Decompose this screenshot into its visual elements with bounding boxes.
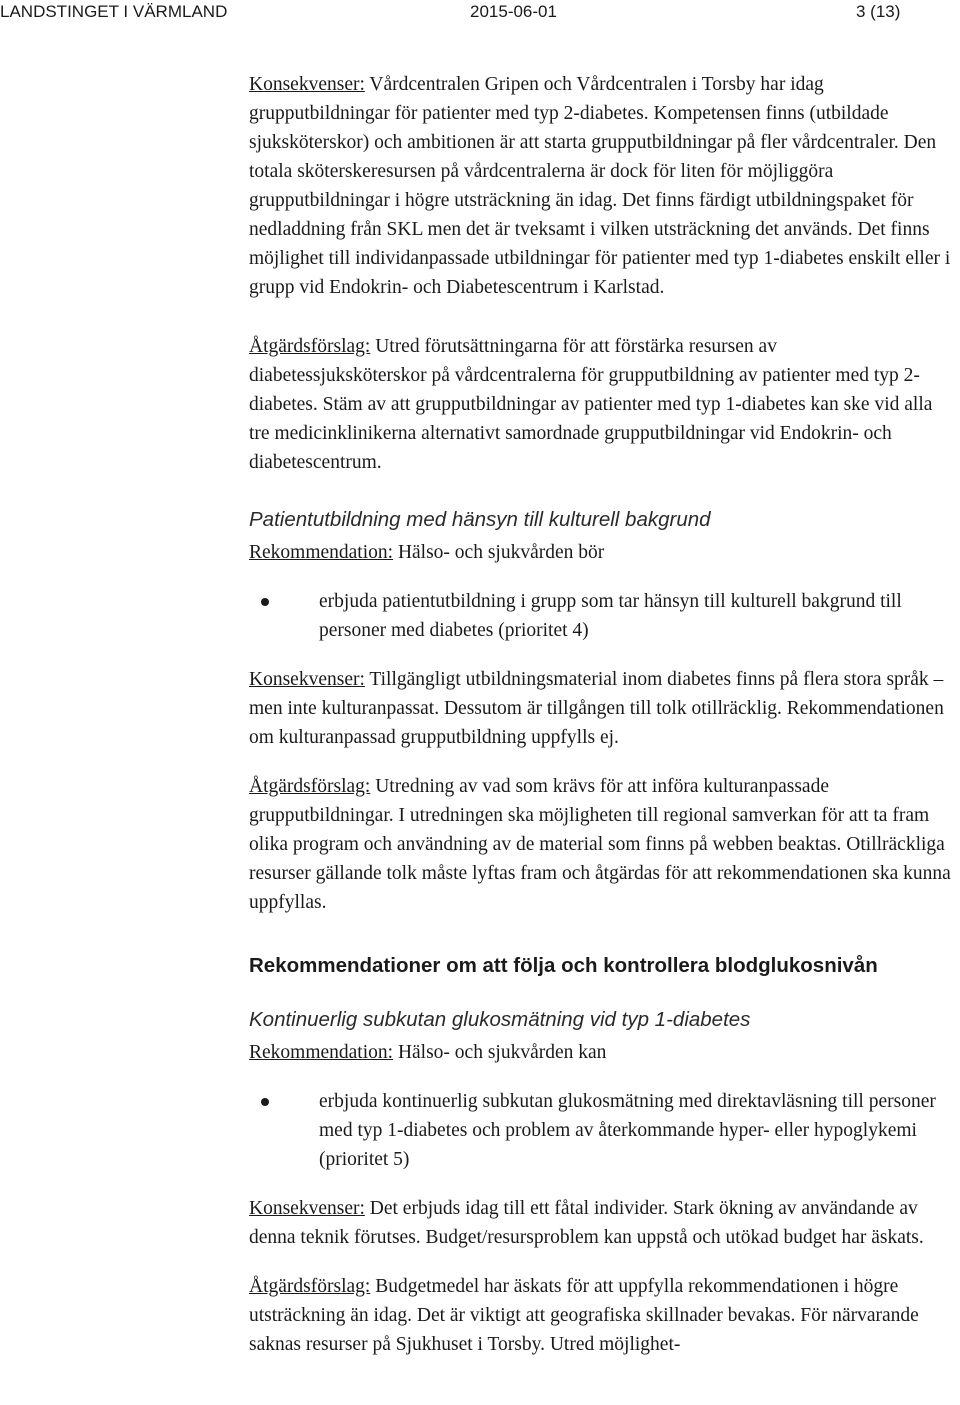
paragraph-label: Konsekvenser:	[249, 74, 365, 95]
section-heading-cultural-background: Patientutbildning med hänsyn till kulturell bakgrund	[249, 508, 711, 531]
header-organization: LANDSTINGET I VÄRMLAND	[0, 2, 228, 21]
paragraph-label: Konsekvenser:	[249, 1198, 365, 1219]
header-date: 2015-06-01	[470, 2, 557, 21]
recommendation-line-1	[249, 538, 953, 567]
header-page-number: 3 (13)	[856, 2, 901, 21]
paragraph-text: Hälso- och sjukvården kan	[393, 1042, 607, 1063]
consequences-paragraph-2	[249, 665, 953, 752]
paragraph-label: Rekommendation:	[249, 1042, 394, 1063]
paragraph-label: Åtgärdsförslag:	[249, 1276, 371, 1297]
paragraph-text: Hälso- och sjukvården bör	[393, 542, 605, 563]
recommendation-bullet-1	[249, 587, 953, 645]
paragraph-text: Vårdcentralen Gripen och Vårdcentralen i Torsby har idag grupputbildningar för patienter med typ 2-diabetes. Kompetensen finns (utbildade sjuksköterskor) och ambitionen är att starta grupputbildningar på fler vårdcentraler. Den totala sköterskeresursen på vårdcentralerna är dock för liten för möjliggöra grupputbildningar i högre utsträckning än idag. Det finns färdigt utbildningspaket för nedladdning från SKL men det är tveksamt i vilken utsträckning det används. Det finns möjlighet till individanpassade utbildningar för patienter med typ 1-diabetes enskilt eller i grupp vid Endokrin- och Diabetescentrum i Karlstad.	[249, 74, 951, 298]
paragraph-label: Åtgärdsförslag:	[249, 776, 371, 797]
page-header	[0, 0, 960, 28]
paragraph-label: Åtgärdsförslag:	[249, 336, 371, 357]
bullet-text: erbjuda kontinuerlig subkutan glukosmätning med direktavläsning till personer med typ 1-diabetes och problem av återkommande hyper- eller hypoglykemi (prioritet 5)	[319, 1091, 936, 1170]
bullet-icon	[261, 1098, 269, 1106]
subsection-heading-cgm: Kontinuerlig subkutan glukosmätning vid typ 1-diabetes	[249, 1008, 751, 1031]
recommendation-bullet-2	[249, 1087, 953, 1174]
bullet-icon	[261, 598, 269, 606]
paragraph-text: Utredning av vad som krävs för att införa kulturanpassade grupputbildningar. I utredningen ska möjligheten till regional samverkan för att ta fram olika program och användning av de material som finns på webben beaktas. Otillräckliga resurser gällande tolk måste lyftas fram och åtgärdas för att rekommendationen ska kunna uppfyllas.	[249, 776, 951, 913]
paragraph-text: Det erbjuds idag till ett fåtal individer. Stark ökning av användande av denna teknik förutses. Budget/resursproblem kan uppstå och utökad budget har äskats.	[249, 1198, 924, 1248]
action-proposal-paragraph-1	[249, 332, 953, 477]
bullet-text: erbjuda patientutbildning i grupp som tar hänsyn till kulturell bakgrund till personer med diabetes (prioritet 4)	[319, 591, 902, 641]
paragraph-text: Utred förutsättningarna för att förstärka resursen av diabetessjuksköterskor på vårdcentralerna för grupputbildning av patienter med typ 2-diabetes. Stäm av att grupputbildningar av patienter med typ 1-diabetes kan ske vid alla tre medicinklinikerna alternativt samordnade grupputbildningar vid Endokrin- och diabetescentrum.	[249, 336, 933, 473]
action-proposal-paragraph-2	[249, 772, 953, 917]
consequences-paragraph-3	[249, 1194, 953, 1252]
document-body	[249, 70, 953, 1359]
paragraph-text: Budgetmedel har äskats för att uppfylla rekommendationen i högre utsträckning än idag. Det är viktigt att geografiska skillnader bevakas. För närvarande saknas resurser på Sjukhuset i Torsby. Utred möjlighet-	[249, 1276, 919, 1355]
paragraph-text: Tillgängligt utbildningsmaterial inom diabetes finns på flera stora språk – men inte kulturanpassat. Dessutom är tillgången till tolk otillräcklig. Rekommendationen om kulturanpassad grupputbildning uppfylls ej.	[249, 669, 944, 748]
action-proposal-paragraph-3	[249, 1272, 953, 1359]
consequences-paragraph-1	[249, 70, 953, 302]
paragraph-label: Konsekvenser:	[249, 669, 365, 690]
recommendation-line-2	[249, 1038, 953, 1067]
section-heading-blood-glucose: Rekommendationer om att följa och kontrollera blodglukosnivån	[249, 954, 878, 977]
paragraph-label: Rekommendation:	[249, 542, 394, 563]
